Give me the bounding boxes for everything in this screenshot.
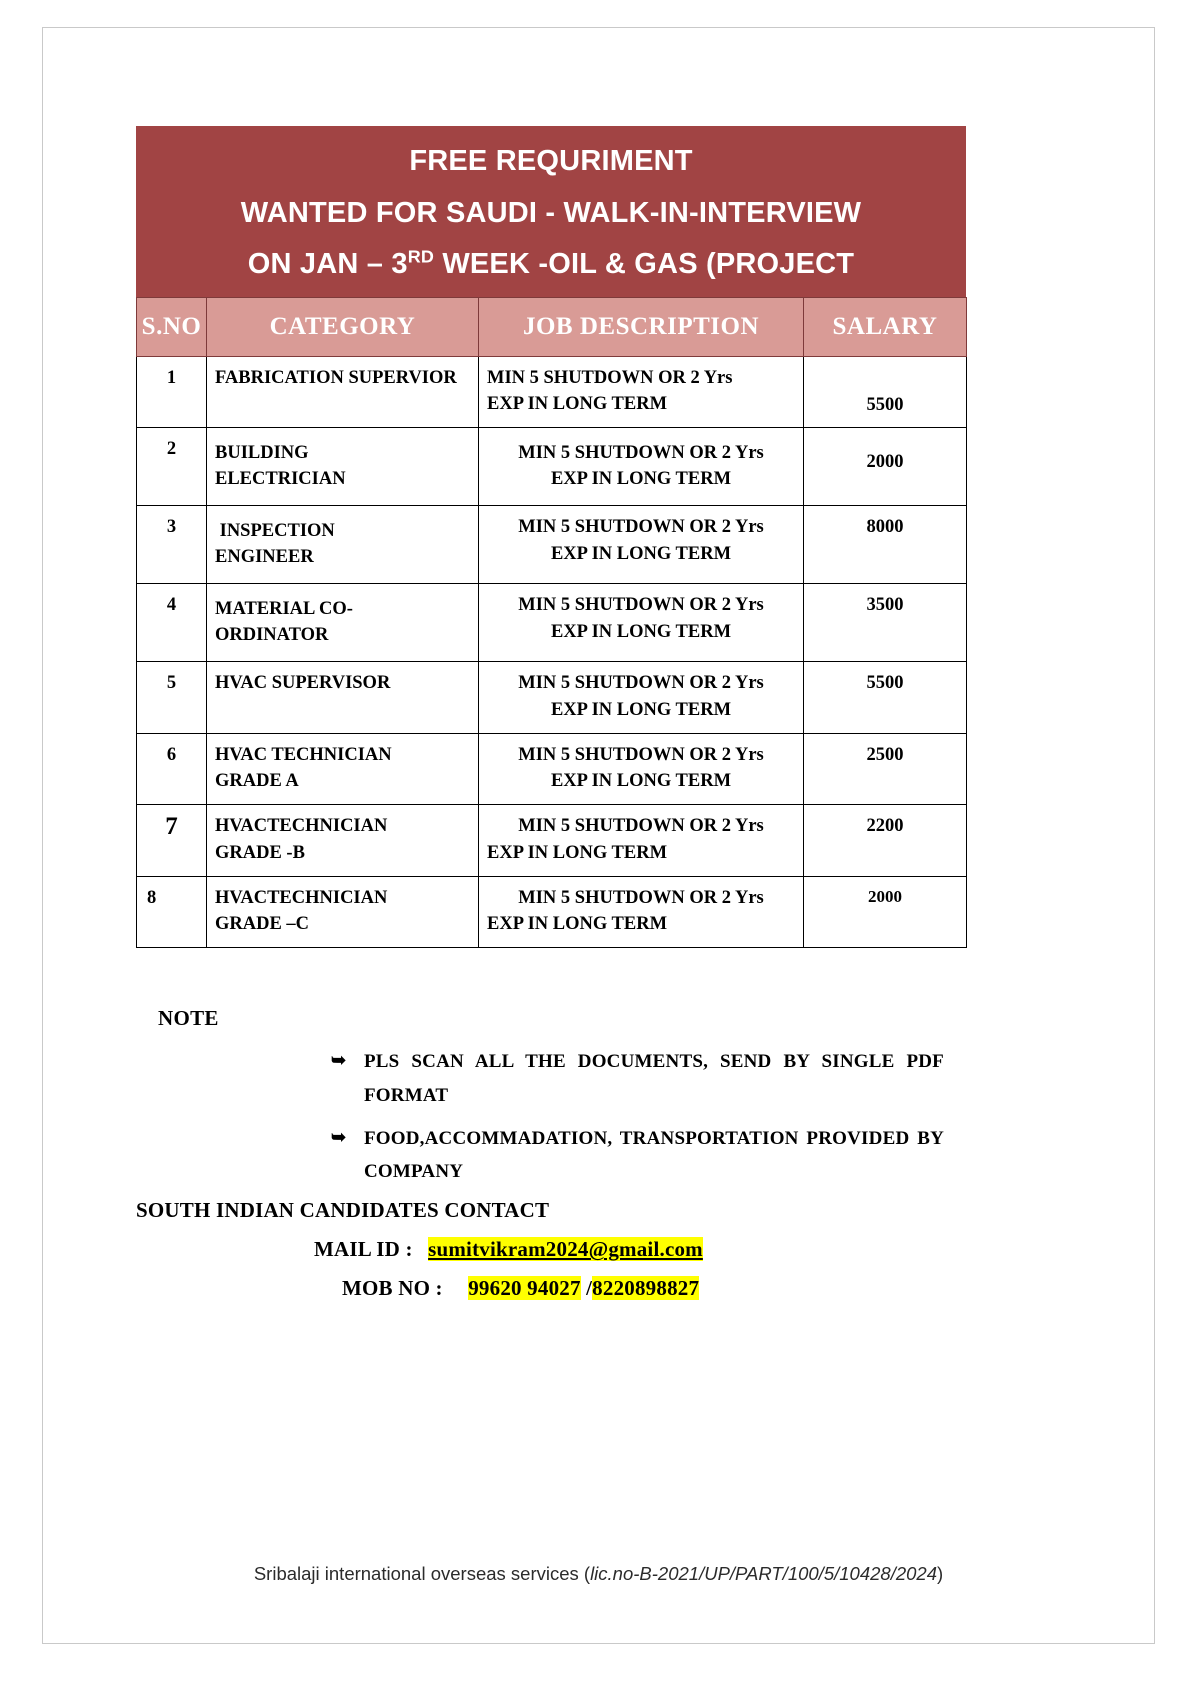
cell-category: INSPECTION ENGINEER [207,506,479,584]
cell-salary: 2500 [804,733,967,805]
cell-description [479,662,804,734]
cell-category: MATERIAL CO- ORDINATOR [207,584,479,662]
cell-description [479,805,804,877]
cell-description [479,428,804,506]
cell-description [479,506,804,584]
contact-heading: SOUTH INDIAN CANDIDATES CONTACT [136,1198,550,1223]
mail-row [314,1237,966,1262]
poster-banner [136,126,966,297]
cell-sno: 3 [137,506,207,584]
table-row [137,584,967,662]
cell-salary: 5500 [804,662,967,734]
cell-category: FABRICATION SUPERVIOR [207,356,479,428]
note-title: NOTE [158,1006,219,1031]
table-row [137,876,967,948]
document-body [136,126,966,1301]
mobile-label: MOB NO : [342,1276,443,1301]
cell-sno: 4 [137,584,207,662]
cell-category: HVAC TECHNICIAN GRADE A [207,733,479,805]
desc-line-1: MIN 5 SHUTDOWN OR 2 Yrs [518,744,764,765]
cell-sno: 7 [137,805,207,877]
banner-line-3 [142,239,960,291]
cell-sno: 2 [137,428,207,506]
mobile-separator: / [586,1276,593,1301]
cell-salary: 3500 [804,584,967,662]
desc-line-1: MIN 5 SHUTDOWN OR 2 Yrs [518,517,764,538]
footer-close: ) [937,1563,944,1584]
mobile-value-2[interactable]: 8220898827 [592,1276,700,1301]
banner-line-3-ordinal: RD [407,246,435,267]
table-row [137,428,967,506]
table-header-row [137,297,967,356]
cell-sno: 6 [137,733,207,805]
cell-sno: 5 [137,662,207,734]
cell-salary: 8000 [804,506,967,584]
mail-value[interactable]: sumitvikram2024@gmail.com [428,1237,703,1262]
cell-salary: 2000 [804,876,967,948]
desc-line-2: EXP IN LONG TERM [550,468,732,489]
notes-list [136,1045,966,1188]
note-text: PLS SCAN ALL THE DOCUMENTS, SEND BY SINGLE PDF FORMAT [364,1051,944,1106]
cell-description [479,356,804,428]
desc-line-1: MIN 5 SHUTDOWN OR 2 Yrs [518,816,764,837]
note-text: FOOD,ACCOMMADATION, TRANSPORTATION PROVIDED BY COMPANY [364,1127,944,1183]
cell-sno: 8 [137,876,207,948]
cell-sno: 1 [137,356,207,428]
jobs-table [136,297,967,949]
table-row [137,662,967,734]
cell-category: HVACTECHNICIAN GRADE -B [207,805,479,877]
document-page [42,27,1155,1644]
cell-category: BUILDING ELECTRICIAN [207,428,479,506]
mail-label: MAIL ID : [314,1237,413,1262]
footer-company: Sribalaji international overseas services ( [253,1563,591,1584]
banner-line-3-a: ON JAN – 3 [247,248,408,281]
desc-line-1: MIN 5 SHUTDOWN OR 2 Yrs [518,595,764,616]
desc-line-2: EXP IN LONG TERM [550,699,732,720]
table-row [137,733,967,805]
desc-line-2: EXP IN LONG TERM [550,621,732,642]
desc-line-2: EXP IN LONG TERM [550,543,732,564]
footer-license: lic.no-B-2021/UP/PART/100/5/10428/2024 [590,1563,937,1584]
header-salary: SALARY [804,297,967,356]
cell-description [479,584,804,662]
list-item [331,1045,944,1112]
cell-category: HVACTECHNICIAN GRADE –C [207,876,479,948]
desc-line-2: EXP IN LONG TERM [550,771,732,792]
cell-category: HVAC SUPERVISOR [207,662,479,734]
list-item [331,1122,944,1189]
cell-description [479,733,804,805]
desc-line-1: MIN 5 SHUTDOWN OR 2 Yrs [487,367,733,388]
cell-salary: 2000 [804,428,967,506]
page-footer [43,1563,1154,1585]
mobile-value-1[interactable]: 99620 94027 [468,1276,581,1301]
desc-line-1: MIN 5 SHUTDOWN OR 2 Yrs [518,442,764,463]
table-row [137,506,967,584]
arrow-bullet-icon: ➥ [331,1126,347,1147]
desc-line-2: EXP IN LONG TERM [487,394,668,415]
cell-salary: 2200 [804,805,967,877]
cell-description [479,876,804,948]
table-row [137,356,967,428]
mobile-row [342,1276,966,1301]
desc-line-2: EXP IN LONG TERM [487,842,668,863]
desc-line-1: MIN 5 SHUTDOWN OR 2 Yrs [518,887,764,908]
header-sno: S.NO [137,297,207,356]
arrow-bullet-icon: ➥ [331,1050,347,1071]
desc-line-1: MIN 5 SHUTDOWN OR 2 Yrs [518,673,764,694]
banner-line-1: FREE REQURIMENT [409,145,693,177]
header-category: CATEGORY [207,297,479,356]
banner-line-3-b: WEEK -OIL & GAS (PROJECT [434,248,855,281]
banner-line-2: WANTED FOR SAUDI - WALK-IN-INTERVIEW [240,196,862,229]
desc-line-2: EXP IN LONG TERM [487,914,668,935]
table-row [137,805,967,877]
header-job-description: JOB DESCRIPTION [479,297,804,356]
cell-salary: 5500 [804,356,967,428]
